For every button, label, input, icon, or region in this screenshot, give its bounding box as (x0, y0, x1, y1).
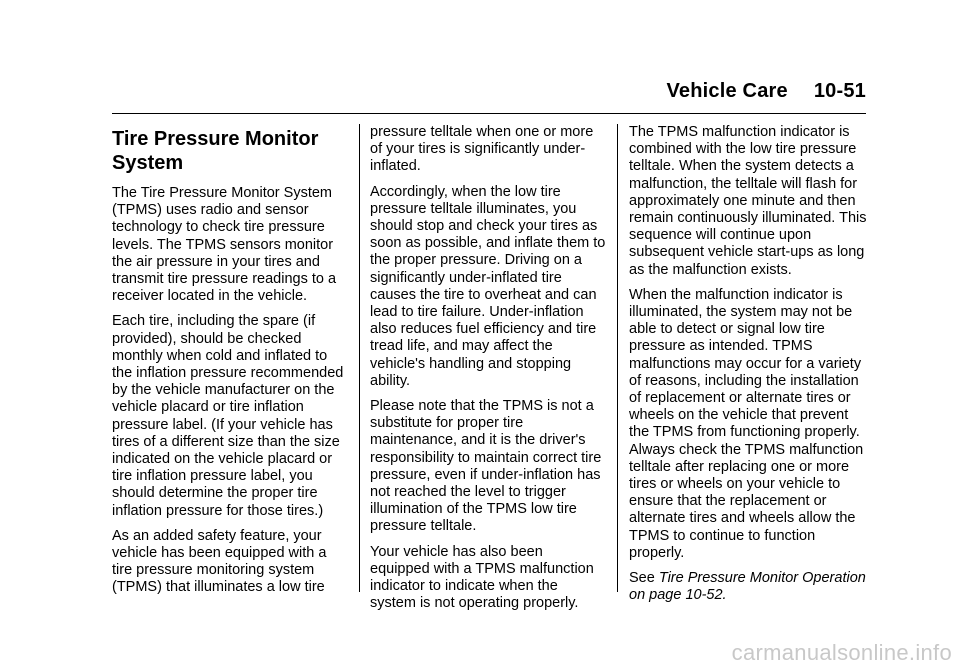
section-title: Tire Pressure Monitor System (112, 128, 319, 174)
section-name: Vehicle Care (666, 80, 788, 102)
watermark: carmanualsonline.info (731, 640, 952, 665)
header-rule (112, 113, 866, 114)
cross-reference-link[interactable]: Tire Pressure Monitor Operation on page 10-52. (629, 570, 866, 604)
paragraph: Accordingly, when the low tire pressure telltale illuminates, you should stop and check your tires as soon as possible, and inflate them to the proper pressure. Driving on a significantly under-inflated tire causes the tire to overheat and can lead to tire failure. Under-inflation also reduces fuel efficiency and tire tread life, and may affect the vehicle's handling and stopping ability. (370, 183, 606, 389)
see-prefix: See (629, 570, 659, 587)
paragraph: pressure telltale when one or more of your tires is significantly under-inflated. (370, 124, 594, 175)
paragraph: Each tire, including the spare (if provided), should be checked monthly when cold and inflated to the inflation pressure recommended by the vehicle manufacturer on the vehicle placard or tire inflation pressure label. (If your vehicle has tires of a different size than the size indicated on the vehicle placard or tire inflation pressure label, you should determine the proper tire inflation pressure for those tires.) (112, 313, 344, 519)
paragraph: Your vehicle has also been equipped with a TPMS malfunction indicator to indicate when the system is not operating properly. (370, 543, 594, 612)
paragraph: The Tire Pressure Monitor System (TPMS) uses radio and sensor technology to check tire pressure levels. The TPMS sensors monitor the air pressure in your tires and transmit tire pressure readings to a receiver located in the vehicle. (112, 185, 337, 305)
column-divider (617, 124, 618, 592)
column-divider (359, 124, 360, 592)
running-header (666, 80, 866, 103)
paragraph: The TPMS malfunction indicator is combined with the low tire pressure telltale. When the system detects a malfunction, the telltale will flash for approximately one minute and then remain continuously illuminated. This sequence will continue upon subsequent vehicle start-ups as long as the malfunction exists. (629, 124, 867, 278)
page-number: 10-51 (813, 80, 866, 102)
paragraph: As an added safety feature, your vehicle has been equipped with a tire pressure monitoring system (TPMS) that illuminates a low tire (112, 527, 327, 596)
paragraph: When the malfunction indicator is illuminated, the system may not be able to detect or signal low tire pressure as intended. TPMS malfunctions may occur for a variety of reasons, including the installation of replacement or alternate tires or wheels on the vehicle that prevent the TPMS from functioning properly. Always check the TPMS malfunction telltale after replacing one or more tires or wheels on your vehicle to ensure that the replacement or alternate tires and wheels allow the TPMS to continue to function properly. (629, 286, 864, 561)
paragraph: Please note that the TPMS is not a substitute for proper tire maintenance, and it is the driver's responsibility to maintain correct tire pressure, even if under-inflation has not reached the level to trigger illumination of the TPMS low tire pressure telltale. (370, 398, 602, 535)
column-2 (370, 124, 606, 620)
column-3 (629, 124, 869, 612)
column-1 (112, 124, 346, 605)
see-reference (629, 570, 869, 604)
